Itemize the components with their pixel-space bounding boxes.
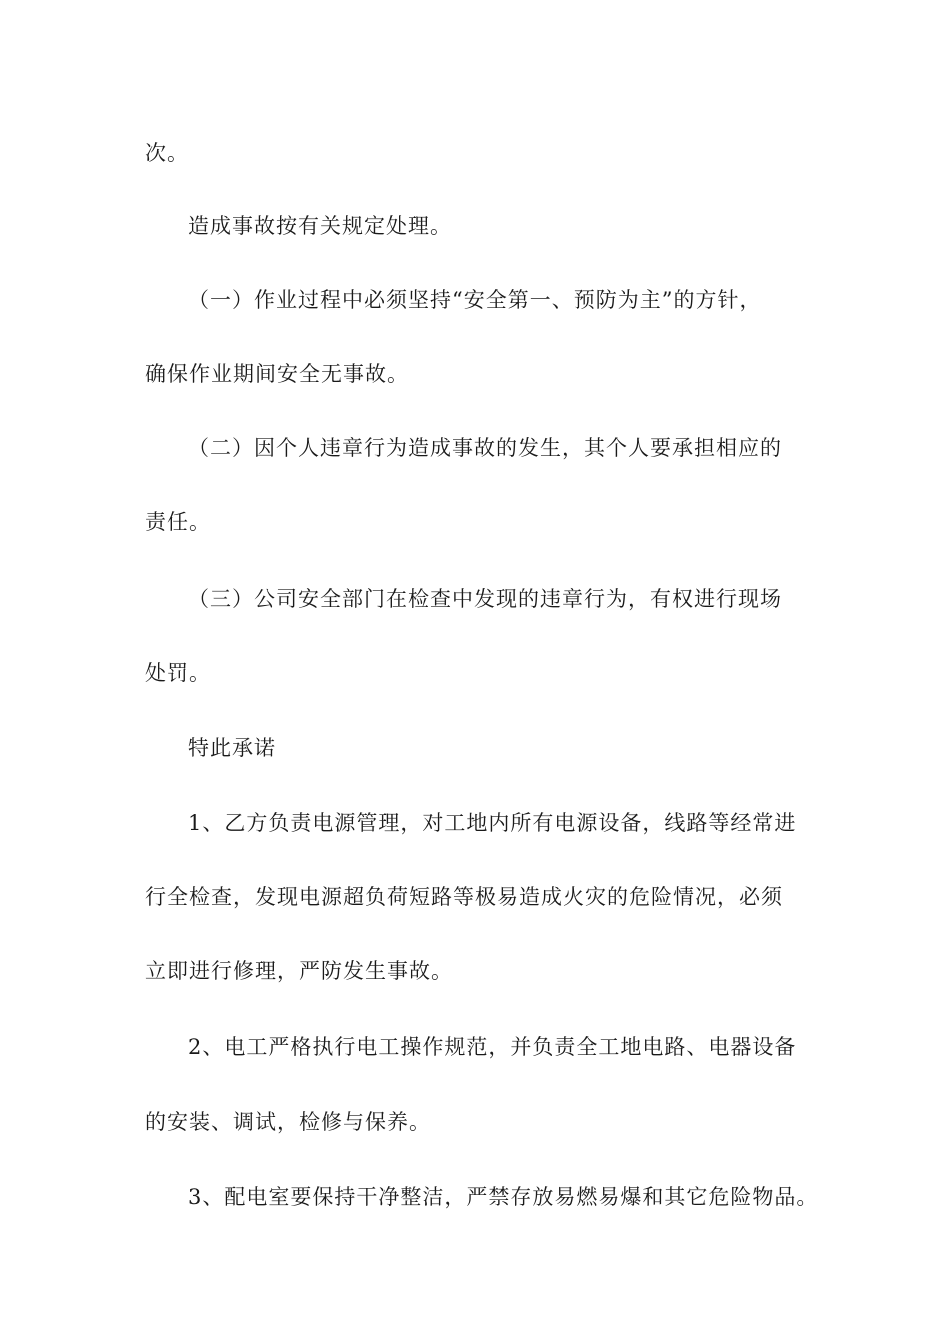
text-line: （三）公司安全部门在检查中发现的违章行为，有权进行现场 (188, 587, 782, 611)
text-line: 责任。 (145, 510, 211, 534)
text-line: （一）作业过程中必须坚持“安全第一、预防为主”的方针， (188, 288, 762, 312)
text-line: 确保作业期间安全无事故。 (145, 362, 409, 386)
text-line: 行全检查，发现电源超负荷短路等极易造成火灾的危险情况，必须 (145, 885, 783, 909)
text-line: 1、乙方负责电源管理，对工地内所有电源设备，线路等经常进 (188, 811, 797, 835)
text-line: 次。 (145, 141, 189, 165)
text-line: 3、配电室要保持干净整洁，严禁存放易燃易爆和其它危险物品。 (188, 1185, 819, 1209)
text-line: 2、电工严格执行电工操作规范，并负责全工地电路、电器设备 (188, 1035, 797, 1059)
text-line: 的安装、调试，检修与保养。 (145, 1110, 431, 1134)
text-line: 立即进行修理，严防发生事故。 (145, 959, 453, 983)
text-line: 特此承诺 (188, 736, 276, 760)
text-line: 造成事故按有关规定处理。 (188, 214, 452, 238)
text-line: （二）因个人违章行为造成事故的发生，其个人要承担相应的 (188, 436, 782, 460)
text-line: 处罚。 (145, 661, 211, 685)
